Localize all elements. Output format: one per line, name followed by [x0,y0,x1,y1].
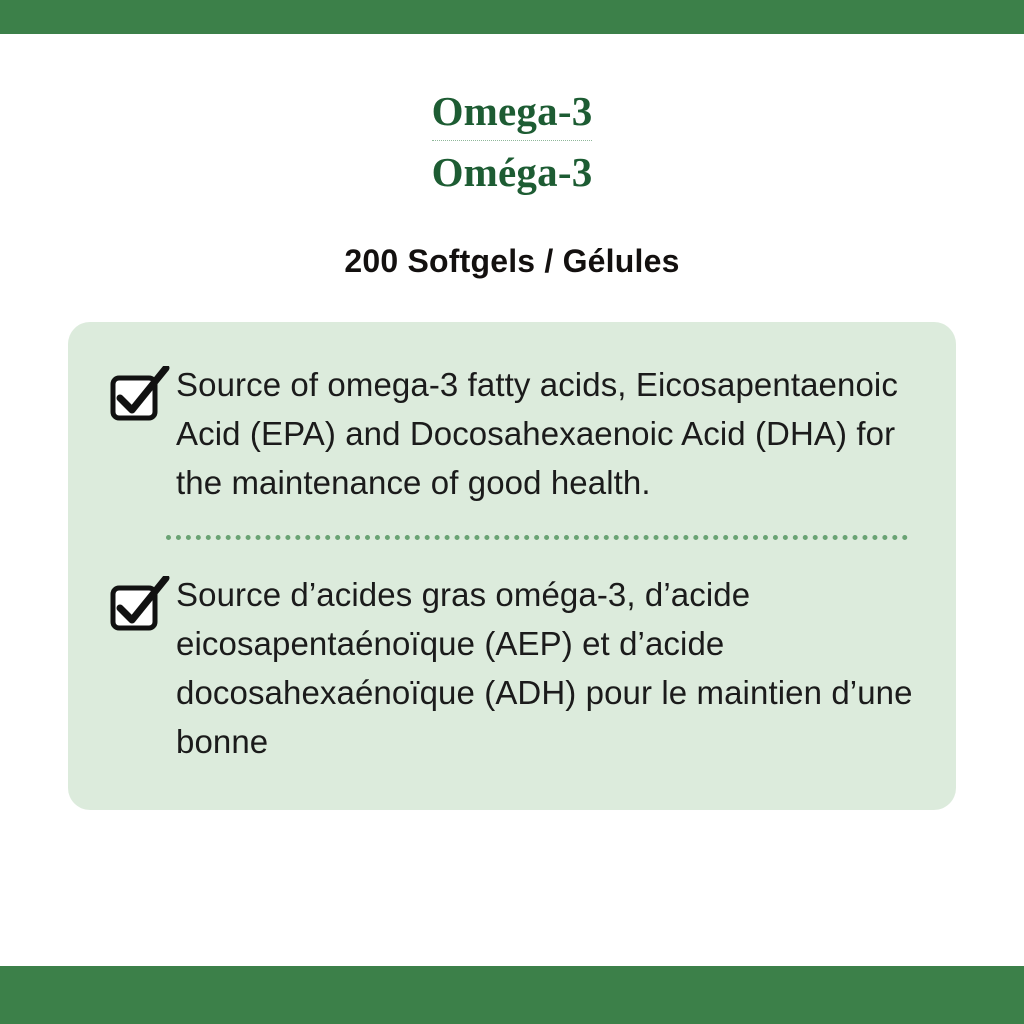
page-title-en: Omega-3 [432,84,593,141]
top-green-band [0,0,1024,34]
subtitle-count: 200 Softgels / Gélules [344,243,680,279]
claim-item-en [108,360,916,507]
bottom-green-band [0,966,1024,1024]
label-content [0,34,1024,966]
claim-text-fr: Source d’acides gras oméga-3, d’acide eicosapentaénoïque (AEP) et d’acide docosahexaénoïque (ADH) pour le maintien d’une bonne [176,576,913,760]
claims-card [68,322,956,810]
check-box-icon [108,366,170,429]
dotted-divider [166,535,908,540]
page-title-fr: Oméga-3 [431,149,593,195]
claim-item-fr [108,570,916,766]
title-block [0,34,1024,199]
claim-text-en: Source of omega-3 fatty acids, Eicosapentaenoic Acid (EPA) and Docosahexaenoic Acid (DHA) for the maintenance of good health. [176,366,898,501]
check-box-icon [108,576,170,639]
